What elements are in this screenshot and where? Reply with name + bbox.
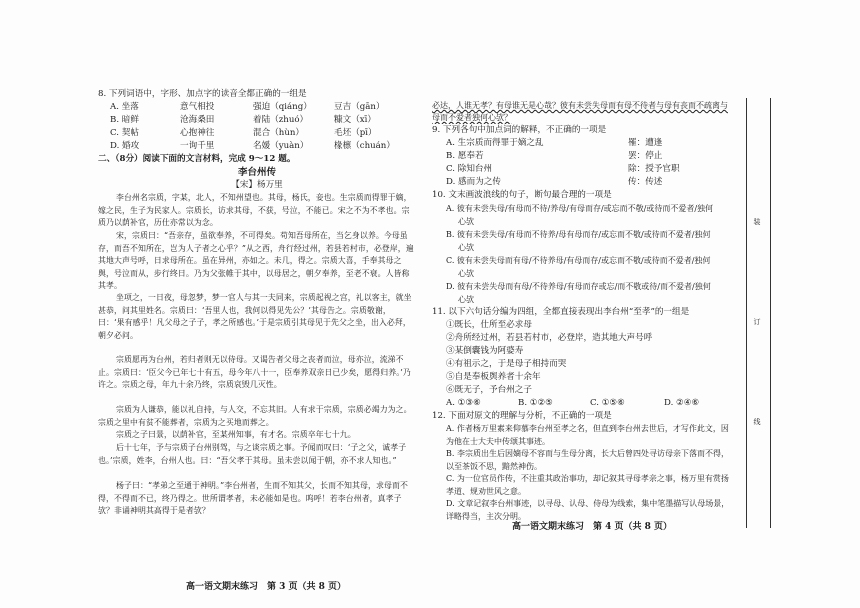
q10-option-d: D. 彼有未尝失母而有母/不待养母/有母而存或忘/而不敬或待/而不爱者/独何	[446, 282, 711, 291]
q9-b-text: B. 愿奉若	[446, 151, 484, 161]
q8-b-1: B. 暗鲜	[110, 115, 139, 125]
q12-option-c: C. 为一位官员作传，不注重其政治事功，却记叙其寻母孝亲之事，杨万里有赏扬孝道、规劝世风之意。	[446, 474, 729, 496]
right-page	[432, 100, 732, 523]
q10-option-c-cont: 心欤	[458, 269, 474, 278]
q9-c-text: C. 除知台州	[446, 164, 493, 174]
q8-b-2: 沧海桑田	[180, 115, 215, 125]
passage-paragraph: 后十七年，予与宗质子台州别驾，与之谈宗质之事。予闻而叹曰：‘子之父，诚孝子也。’宗质，姓李，台州人也。曰：“吾父孝于其母。虽未尝以闻于朝，亦不求人知也。”	[98, 443, 407, 465]
passage-paragraph: 宗质为人谦恭，能以礼自持，与人交，不忘其旧。人有求于宗质，宗质必竭力为之。宗质之里中有贫不能葬者，宗质为之买地而葬之。	[98, 405, 412, 427]
q10-option-a: A. 彼有未尝失母/有母而不待/养母/有母而存/或忘而不敬/或待而不爱者/独何	[446, 204, 714, 213]
q12-option-b: B. 李宗质出生后因嫡母不容而与生母分离，长大后曾四处寻访母亲下落而不得，以至茶饭不思，黯然神伤。	[446, 449, 729, 471]
q12-options	[446, 423, 732, 523]
binding-label: 线	[753, 418, 761, 425]
q8-a-2: 意气相投	[180, 102, 215, 112]
passage-paragraph: 宋，宗质曰：“吾亲存，虽欲奉养，不可得矣。苟知吾母所在，当乞身以养。今母虽存，而吾不知所在，岂为人子者之心乎？”从之西，舟行经过州，若县若村市，必登岸，遍其地大声号呼，日求母所在。虽在异州，亦如之。未几，得之。宗质大喜，手奉其母之舆，号泣而从，步行终日。乃为父张帷于其中，以母居之，朝夕奉养，至老不衰。人皆称其孝。	[98, 231, 414, 291]
q8-a-1: A. 坐落	[110, 102, 139, 112]
q8-b-4: 糠文（xī）	[334, 115, 376, 125]
q12-option-a: A. 作者杨万里素来仰慕李台州至孝之名，但直到李台州去世后，才写作此文，因为他在士大夫中传颂其事迹。	[446, 424, 729, 446]
q9-d-gloss: 传：传述	[628, 177, 663, 187]
passage-paragraph: 宗质愿再为台州，若归者则无以侍母。又谒告者父母之丧者而泣，母亦泣，流涕不止。宗质曰：‘臣父今已年七十有五，母今年八十一，臣奉养双亲日已少矣，愿得归养。’乃许之。宗质之母，年九十余乃终，宗质哀毁几灭性。	[98, 355, 411, 390]
q10-option-a-cont: 心欤	[458, 217, 474, 226]
q9-d-text: D. 感而为之传	[446, 177, 502, 187]
q11-item: ⑥既无子，予台州之子	[446, 385, 532, 395]
q11-item: ⑤自是奉板舆养者十余年	[446, 372, 541, 382]
q8-a-3: 强迫（qiáng）	[253, 102, 312, 112]
passage-paragraph: 宗质之子曰景，以荫补官，至某州知事，有才名。宗质卒年七十九。	[116, 430, 356, 439]
q9-option-a	[432, 137, 732, 150]
q11-choices	[446, 397, 732, 410]
q8-d-4: 椽檩（chuán）	[334, 141, 395, 151]
q9-b-gloss: 罢：停止	[628, 151, 663, 161]
passage-author: 【宋】杨万里	[231, 180, 283, 190]
q10-option-c: C. 彼有未尝失母而有母/不待养母/有母而存/或忘而不敬/或待而不爱者/独何	[446, 256, 711, 265]
q8-option-d	[98, 140, 416, 153]
q11-choice-c: C. ①⑤⑥	[590, 398, 625, 408]
left-page-footer: 高一语文期末练习 第 3 页（共 8 页）	[186, 582, 347, 592]
binding-label: 装	[753, 218, 761, 225]
q12-option-d: D. 文章记叙李台州事迹，以寻母、认母、侍母为线索，集中笔墨描写认母场景，详略得当，主次分明。	[446, 499, 730, 521]
q8-stem: 8. 下列词语中，字形、加点字的读音全都正确的一组是	[98, 89, 307, 99]
q11-items	[446, 319, 732, 410]
q11-item: ④有祖示之，于是母子相持而哭	[446, 359, 567, 369]
q11-item: ③某倒囊钱为阿婆寿	[446, 346, 524, 356]
q11-item: ①既长，仕所至必求母	[446, 320, 532, 330]
q11-choice-a: A. ①③⑥	[446, 398, 481, 408]
passage-paragraph: 李台州名宗质，字某，北人，不知州望也。其母，杨氏，妾也。生宗质而得罪于嫡，嫁之民，生子为民家人。宗质长，访求其母，不获，号泣，不能已。宋之不为不孝也。宗质乃以荫补官，历仕亦常以为念。	[98, 193, 412, 228]
binding-line	[746, 98, 747, 528]
q11-choice-b: B. ①②⑤	[518, 398, 553, 408]
q9-a-gloss: 罹：遭逢	[628, 138, 663, 148]
q11-item: ②舟所经过州，若县若村市，必登岸，造其地大声号呼	[446, 333, 653, 343]
binding-margin	[744, 98, 774, 528]
q8-d-3: 名媛（yuàn）	[253, 141, 309, 151]
q9-option-c	[432, 163, 732, 176]
q8-d-1: D. 婚攻	[110, 141, 140, 151]
q12-stem: 12. 下面对原文的理解与分析，不正确的一项是	[432, 411, 612, 421]
right-page-footer: 高一语文期末练习 第 4 页（共 8 页）	[512, 522, 673, 532]
passage-paragraph: 杨子曰：“孝弟之至通于神明。”李台州者，生而不知其父，长而不知其母，求母而不得，不得而不已，终乃得之。世所谓孝者，未必能如是也。呜呼！若李台州者，真孝子欤？非诵神明其高得于是者欤？	[98, 481, 408, 516]
q8-a-4: 豆吉（gān）	[334, 102, 385, 112]
passage-title: 李台州传	[237, 167, 276, 178]
q8-option-c	[98, 127, 416, 140]
q8-c-2: 心抱神往	[180, 128, 215, 138]
q8-c-4: 毛坯（pī）	[334, 128, 377, 138]
q8-option-b	[98, 114, 416, 127]
q10-options	[446, 202, 732, 306]
binding-label: 订	[753, 318, 761, 325]
q9-option-b	[432, 150, 732, 163]
q9-a-text: A. 生宗质而得罪于嫡之乱	[446, 138, 544, 148]
q9-c-gloss: 除：授予官职	[628, 164, 680, 174]
binding-line	[770, 98, 771, 528]
q11-choice-d: D. ②④⑥	[664, 398, 700, 408]
q8-option-a	[98, 101, 416, 114]
q8-c-3: 混合（hùn）	[253, 128, 304, 138]
q9-option-d	[432, 176, 732, 189]
passage-paragraph: 坐项之，一日夜，母忽梦，梦一官人与其一夫同来，宗质起视之宫，礼以客主，就坐甚恭，问其里姓名。宗质曰：‘吾里人也，我何以得见先公？’其母告之。宗质敬谢，曰：‘果有感乎！凡父母之子子，孝之所感也。’于是宗质引其母见于先父之坐，出入必拜，朝夕必问。	[98, 293, 412, 340]
q8-b-3: 着陆（zhuó）	[253, 115, 309, 125]
section-two-heading: 二、（8分）阅读下面的文言材料，完成 9～12 题。	[98, 154, 296, 164]
q8-c-1: C. 契帖	[110, 128, 139, 138]
q10-option-b: B. 彼有未尝失母/有母而不待养/母有母而存/或忘而不敬/或待而不爱者/独何	[446, 230, 711, 239]
q10-option-d-cont: 心欤	[458, 295, 474, 304]
passage-continuation: 必达，人谁无孝？有母谁无是心哉？彼有未尝失母而有母不待者与母有丧而不疏离与母而不爱者独何心欤？	[432, 101, 728, 122]
left-page	[98, 88, 416, 530]
q11-stem: 11. 以下六句话分编为四组，全都直接表现出李台州“至孝”的一组是	[432, 307, 690, 317]
q10-stem: 10. 文末画波浪线的句子，断句最合理的一项是	[432, 190, 612, 200]
passage-body	[98, 192, 416, 530]
q10-option-b-cont: 心欤	[458, 243, 474, 252]
q9-stem: 9. 下列各句中加点词的解释，不正确的一项是	[432, 125, 607, 135]
q8-d-2: 一询千里	[180, 141, 215, 151]
